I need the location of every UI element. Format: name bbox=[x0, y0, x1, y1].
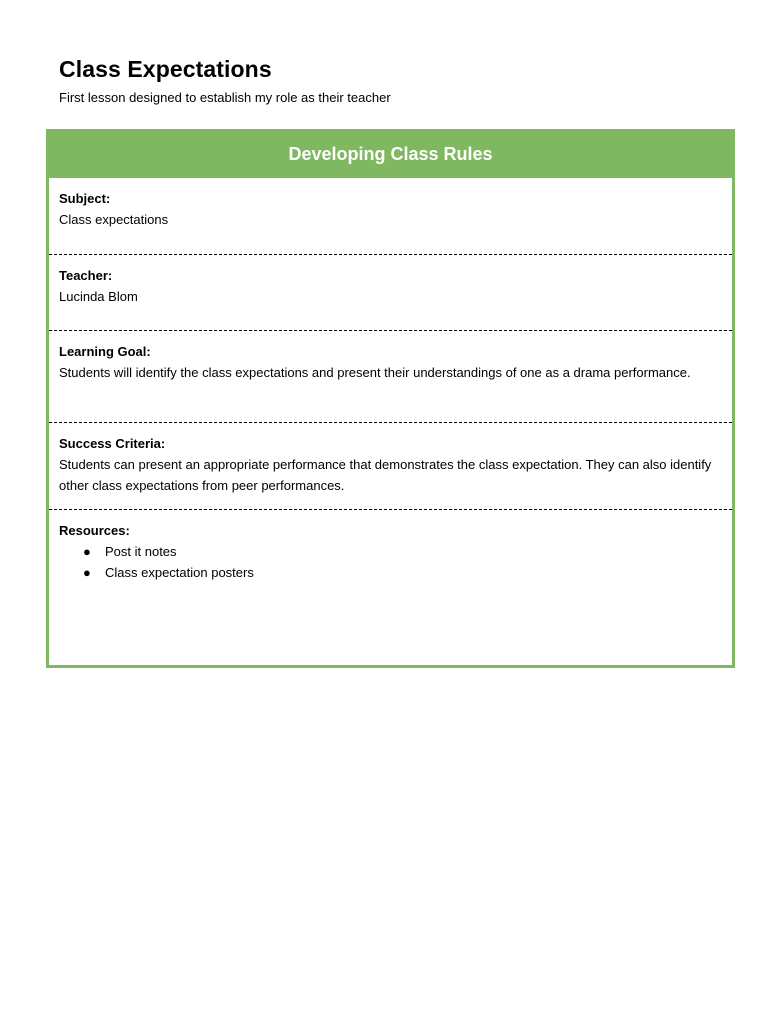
learning-goal-section bbox=[49, 331, 732, 423]
resource-item-label: Post it notes bbox=[105, 544, 177, 559]
learning-goal-label: Learning Goal: bbox=[59, 344, 151, 359]
teacher-label: Teacher: bbox=[59, 268, 113, 283]
subject-value: Class expectations bbox=[59, 212, 169, 227]
resource-item-label: Class expectation posters bbox=[105, 565, 254, 580]
success-criteria-value: Students can present an appropriate performance that demonstrates the class expectation. They can also identify other class expectations from peer performances. bbox=[59, 457, 712, 493]
lesson-plan-table bbox=[46, 129, 735, 668]
list-item bbox=[83, 541, 722, 562]
resources-section bbox=[49, 510, 732, 665]
subject-section bbox=[49, 178, 732, 255]
subject-label: Subject: bbox=[59, 191, 111, 206]
resources-list bbox=[59, 541, 722, 583]
success-criteria-label: Success Criteria: bbox=[59, 436, 166, 451]
teacher-section bbox=[49, 255, 732, 331]
document-title: Class Expectations bbox=[59, 56, 272, 82]
success-criteria-section bbox=[49, 423, 732, 510]
bullet-icon: ● bbox=[83, 544, 91, 559]
teacher-value: Lucinda Blom bbox=[59, 289, 138, 304]
list-item bbox=[83, 562, 722, 583]
resources-label: Resources: bbox=[59, 523, 130, 538]
document-subtitle: First lesson designed to establish my role as their teacher bbox=[59, 90, 391, 105]
bullet-icon: ● bbox=[83, 565, 91, 580]
lesson-plan-header: Developing Class Rules bbox=[49, 132, 732, 178]
learning-goal-value: Students will identify the class expectations and present their understandings of one as a drama performance. bbox=[59, 365, 691, 380]
